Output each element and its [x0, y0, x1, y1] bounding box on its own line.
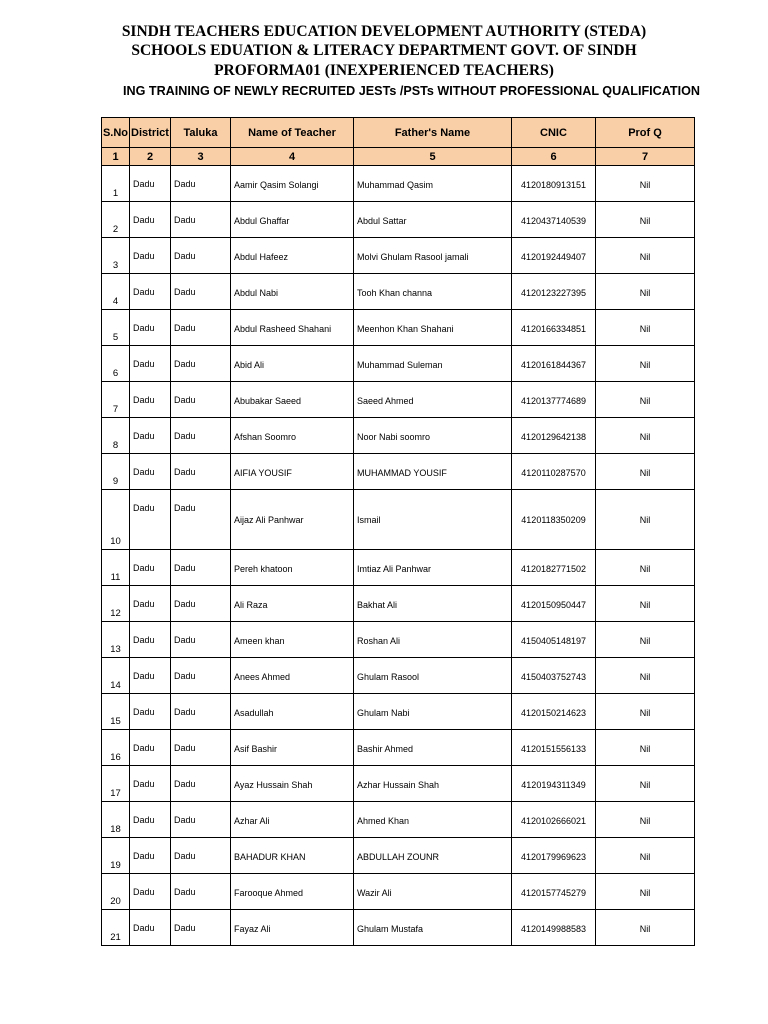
teacher-name-cell: Aamir Qasim Solangi [231, 166, 354, 202]
proforma-title: PROFORMA01 (INEXPERIENCED TEACHERS) [214, 62, 554, 79]
prof-q-cell: Nil [596, 550, 695, 586]
column-header-name: Name of Teacher [231, 118, 354, 148]
table-row [102, 550, 695, 586]
serial-number-cell: 12 [102, 586, 130, 622]
taluka-cell: Dadu [171, 550, 231, 586]
prof-q-cell: Nil [596, 202, 695, 238]
serial-number-cell: 11 [102, 550, 130, 586]
serial-number-cell: 17 [102, 766, 130, 802]
cnic-cell: 4120129642138 [512, 418, 596, 454]
serial-number-cell: 1 [102, 166, 130, 202]
prof-q-cell: Nil [596, 622, 695, 658]
father-name-cell: Meenhon Khan Shahani [354, 310, 512, 346]
father-name-cell: Ghulam Mustafa [354, 910, 512, 946]
father-name-cell: Ismail [354, 490, 512, 550]
table-row [102, 802, 695, 838]
serial-number-cell: 21 [102, 910, 130, 946]
taluka-cell: Dadu [171, 658, 231, 694]
serial-number-cell: 10 [102, 490, 130, 550]
taluka-cell: Dadu [171, 838, 231, 874]
district-cell: Dadu [130, 874, 171, 910]
father-name-cell: Ghulam Rasool [354, 658, 512, 694]
column-number: 7 [596, 148, 695, 166]
table-row [102, 838, 695, 874]
table-row [102, 730, 695, 766]
teacher-name-cell: Fayaz Ali [231, 910, 354, 946]
table-row [102, 454, 695, 490]
serial-number-cell: 13 [102, 622, 130, 658]
taluka-cell: Dadu [171, 238, 231, 274]
prof-q-cell: Nil [596, 274, 695, 310]
prof-q-cell: Nil [596, 454, 695, 490]
district-cell: Dadu [130, 910, 171, 946]
prof-q-cell: Nil [596, 802, 695, 838]
teacher-name-cell: Abdul Rasheed Shahani [231, 310, 354, 346]
serial-number-cell: 18 [102, 802, 130, 838]
table-row [102, 418, 695, 454]
column-number: 6 [512, 148, 596, 166]
teacher-name-cell: Anees Ahmed [231, 658, 354, 694]
prof-q-cell: Nil [596, 586, 695, 622]
column-header-profq: Prof Q [596, 118, 695, 148]
prof-q-cell: Nil [596, 166, 695, 202]
district-cell: Dadu [130, 490, 171, 550]
cnic-cell: 4120102666021 [512, 802, 596, 838]
teacher-name-cell: Abdul Nabi [231, 274, 354, 310]
table-row [102, 874, 695, 910]
district-cell: Dadu [130, 202, 171, 238]
district-cell: Dadu [130, 586, 171, 622]
cnic-cell: 4120161844367 [512, 346, 596, 382]
prof-q-cell: Nil [596, 874, 695, 910]
taluka-cell: Dadu [171, 586, 231, 622]
cnic-cell: 4120437140539 [512, 202, 596, 238]
teacher-name-cell: Pereh khatoon [231, 550, 354, 586]
column-header-taluka: Taluka [171, 118, 231, 148]
cnic-cell: 4120118350209 [512, 490, 596, 550]
serial-number-cell: 15 [102, 694, 130, 730]
table-row [102, 310, 695, 346]
taluka-cell: Dadu [171, 418, 231, 454]
prof-q-cell: Nil [596, 838, 695, 874]
teacher-name-cell: BAHADUR KHAN [231, 838, 354, 874]
cnic-cell: 4120123227395 [512, 274, 596, 310]
father-name-cell: Wazir Ali [354, 874, 512, 910]
department-title: SCHOOLS EDUATION & LITERACY DEPARTMENT GOVT. OF SINDH [131, 42, 637, 59]
training-subtitle: ING TRAINING OF NEWLY RECRUITED JESTs /PSTs WITHOUT PROFESSIONAL QUALIFICATION [122, 84, 700, 98]
taluka-cell: Dadu [171, 346, 231, 382]
district-cell: Dadu [130, 838, 171, 874]
teacher-name-cell: Abdul Ghaffar [231, 202, 354, 238]
father-name-cell: Molvi Ghulam Rasool jamali [354, 238, 512, 274]
father-name-cell: Muhammad Qasim [354, 166, 512, 202]
serial-number-cell: 8 [102, 418, 130, 454]
father-name-cell: Roshan Ali [354, 622, 512, 658]
taluka-cell: Dadu [171, 802, 231, 838]
serial-number-cell: 16 [102, 730, 130, 766]
serial-number-cell: 19 [102, 838, 130, 874]
father-name-cell: Saeed Ahmed [354, 382, 512, 418]
column-number: 5 [354, 148, 512, 166]
prof-q-cell: Nil [596, 346, 695, 382]
father-name-cell: Bashir Ahmed [354, 730, 512, 766]
cnic-cell: 4150403752743 [512, 658, 596, 694]
district-cell: Dadu [130, 454, 171, 490]
father-name-cell: Ahmed Khan [354, 802, 512, 838]
taluka-cell: Dadu [171, 382, 231, 418]
teacher-name-cell: Ali Raza [231, 586, 354, 622]
teacher-name-cell: Abdul Hafeez [231, 238, 354, 274]
column-header-cnic: CNIC [512, 118, 596, 148]
cnic-cell: 4120137774689 [512, 382, 596, 418]
cnic-cell: 4120180913151 [512, 166, 596, 202]
teacher-name-cell: Asadullah [231, 694, 354, 730]
serial-number-cell: 5 [102, 310, 130, 346]
prof-q-cell: Nil [596, 658, 695, 694]
prof-q-cell: Nil [596, 490, 695, 550]
father-name-cell: Bakhat Ali [354, 586, 512, 622]
district-cell: Dadu [130, 622, 171, 658]
district-cell: Dadu [130, 694, 171, 730]
table-row [102, 202, 695, 238]
table-row [102, 658, 695, 694]
table-row [102, 166, 695, 202]
district-cell: Dadu [130, 310, 171, 346]
father-name-cell: Imtiaz Ali Panhwar [354, 550, 512, 586]
cnic-cell: 4120110287570 [512, 454, 596, 490]
teacher-name-cell: Afshan Soomro [231, 418, 354, 454]
table-row [102, 382, 695, 418]
serial-number-cell: 3 [102, 238, 130, 274]
column-number: 1 [102, 148, 130, 166]
father-name-cell: Noor Nabi soomro [354, 418, 512, 454]
serial-number-cell: 14 [102, 658, 130, 694]
serial-number-cell: 6 [102, 346, 130, 382]
serial-number-cell: 4 [102, 274, 130, 310]
father-name-cell: Tooh Khan channa [354, 274, 512, 310]
district-cell: Dadu [130, 382, 171, 418]
cnic-cell: 4120179969623 [512, 838, 596, 874]
father-name-cell: MUHAMMAD YOUSIF [354, 454, 512, 490]
cnic-cell: 4120149988583 [512, 910, 596, 946]
column-number: 3 [171, 148, 231, 166]
taluka-cell: Dadu [171, 874, 231, 910]
district-cell: Dadu [130, 238, 171, 274]
column-header-father: Father's Name [354, 118, 512, 148]
table-row [102, 622, 695, 658]
serial-number-cell: 7 [102, 382, 130, 418]
table-row [102, 346, 695, 382]
taluka-cell: Dadu [171, 310, 231, 346]
table-row [102, 490, 695, 550]
teacher-name-cell: Aijaz Ali Panhwar [231, 490, 354, 550]
cnic-cell: 4120182771502 [512, 550, 596, 586]
taluka-cell: Dadu [171, 274, 231, 310]
taluka-cell: Dadu [171, 694, 231, 730]
cnic-cell: 4120194311349 [512, 766, 596, 802]
table-row [102, 274, 695, 310]
teachers-table [101, 117, 695, 946]
taluka-cell: Dadu [171, 166, 231, 202]
serial-number-cell: 2 [102, 202, 130, 238]
teacher-name-cell: Azhar Ali [231, 802, 354, 838]
district-cell: Dadu [130, 802, 171, 838]
father-name-cell: Muhammad Suleman [354, 346, 512, 382]
district-cell: Dadu [130, 730, 171, 766]
teacher-name-cell: Abid Ali [231, 346, 354, 382]
district-cell: Dadu [130, 346, 171, 382]
prof-q-cell: Nil [596, 310, 695, 346]
column-header-district: District [130, 118, 171, 148]
prof-q-cell: Nil [596, 694, 695, 730]
prof-q-cell: Nil [596, 910, 695, 946]
teacher-name-cell: AIFIA YOUSIF [231, 454, 354, 490]
cnic-cell: 4150405148197 [512, 622, 596, 658]
district-cell: Dadu [130, 658, 171, 694]
prof-q-cell: Nil [596, 418, 695, 454]
taluka-cell: Dadu [171, 202, 231, 238]
cnic-cell: 4120157745279 [512, 874, 596, 910]
prof-q-cell: Nil [596, 730, 695, 766]
district-cell: Dadu [130, 766, 171, 802]
cnic-cell: 4120151556133 [512, 730, 596, 766]
column-header-sno: S.No [102, 118, 130, 148]
taluka-cell: Dadu [171, 730, 231, 766]
table-row [102, 586, 695, 622]
prof-q-cell: Nil [596, 766, 695, 802]
prof-q-cell: Nil [596, 238, 695, 274]
table-row [102, 238, 695, 274]
authority-title: SINDH TEACHERS EDUCATION DEVELOPMENT AUTHORITY (STEDA) [121, 23, 647, 40]
father-name-cell: ABDULLAH ZOUNR [354, 838, 512, 874]
teacher-name-cell: Ayaz Hussain Shah [231, 766, 354, 802]
column-number: 2 [130, 148, 171, 166]
teacher-name-cell: Asif Bashir [231, 730, 354, 766]
father-name-cell: Abdul Sattar [354, 202, 512, 238]
serial-number-cell: 9 [102, 454, 130, 490]
table-row [102, 910, 695, 946]
serial-number-cell: 20 [102, 874, 130, 910]
taluka-cell: Dadu [171, 622, 231, 658]
district-cell: Dadu [130, 418, 171, 454]
taluka-cell: Dadu [171, 454, 231, 490]
teacher-name-cell: Farooque Ahmed [231, 874, 354, 910]
district-cell: Dadu [130, 550, 171, 586]
district-cell: Dadu [130, 166, 171, 202]
taluka-cell: Dadu [171, 766, 231, 802]
cnic-cell: 4120150950447 [512, 586, 596, 622]
taluka-cell: Dadu [171, 490, 231, 550]
father-name-cell: Ghulam Nabi [354, 694, 512, 730]
taluka-cell: Dadu [171, 910, 231, 946]
teacher-name-cell: Abubakar Saeed [231, 382, 354, 418]
cnic-cell: 4120150214623 [512, 694, 596, 730]
teacher-name-cell: Ameen khan [231, 622, 354, 658]
column-number: 4 [231, 148, 354, 166]
table-row [102, 694, 695, 730]
district-cell: Dadu [130, 274, 171, 310]
table-row [102, 766, 695, 802]
cnic-cell: 4120166334851 [512, 310, 596, 346]
cnic-cell: 4120192449407 [512, 238, 596, 274]
father-name-cell: Azhar Hussain Shah [354, 766, 512, 802]
prof-q-cell: Nil [596, 382, 695, 418]
